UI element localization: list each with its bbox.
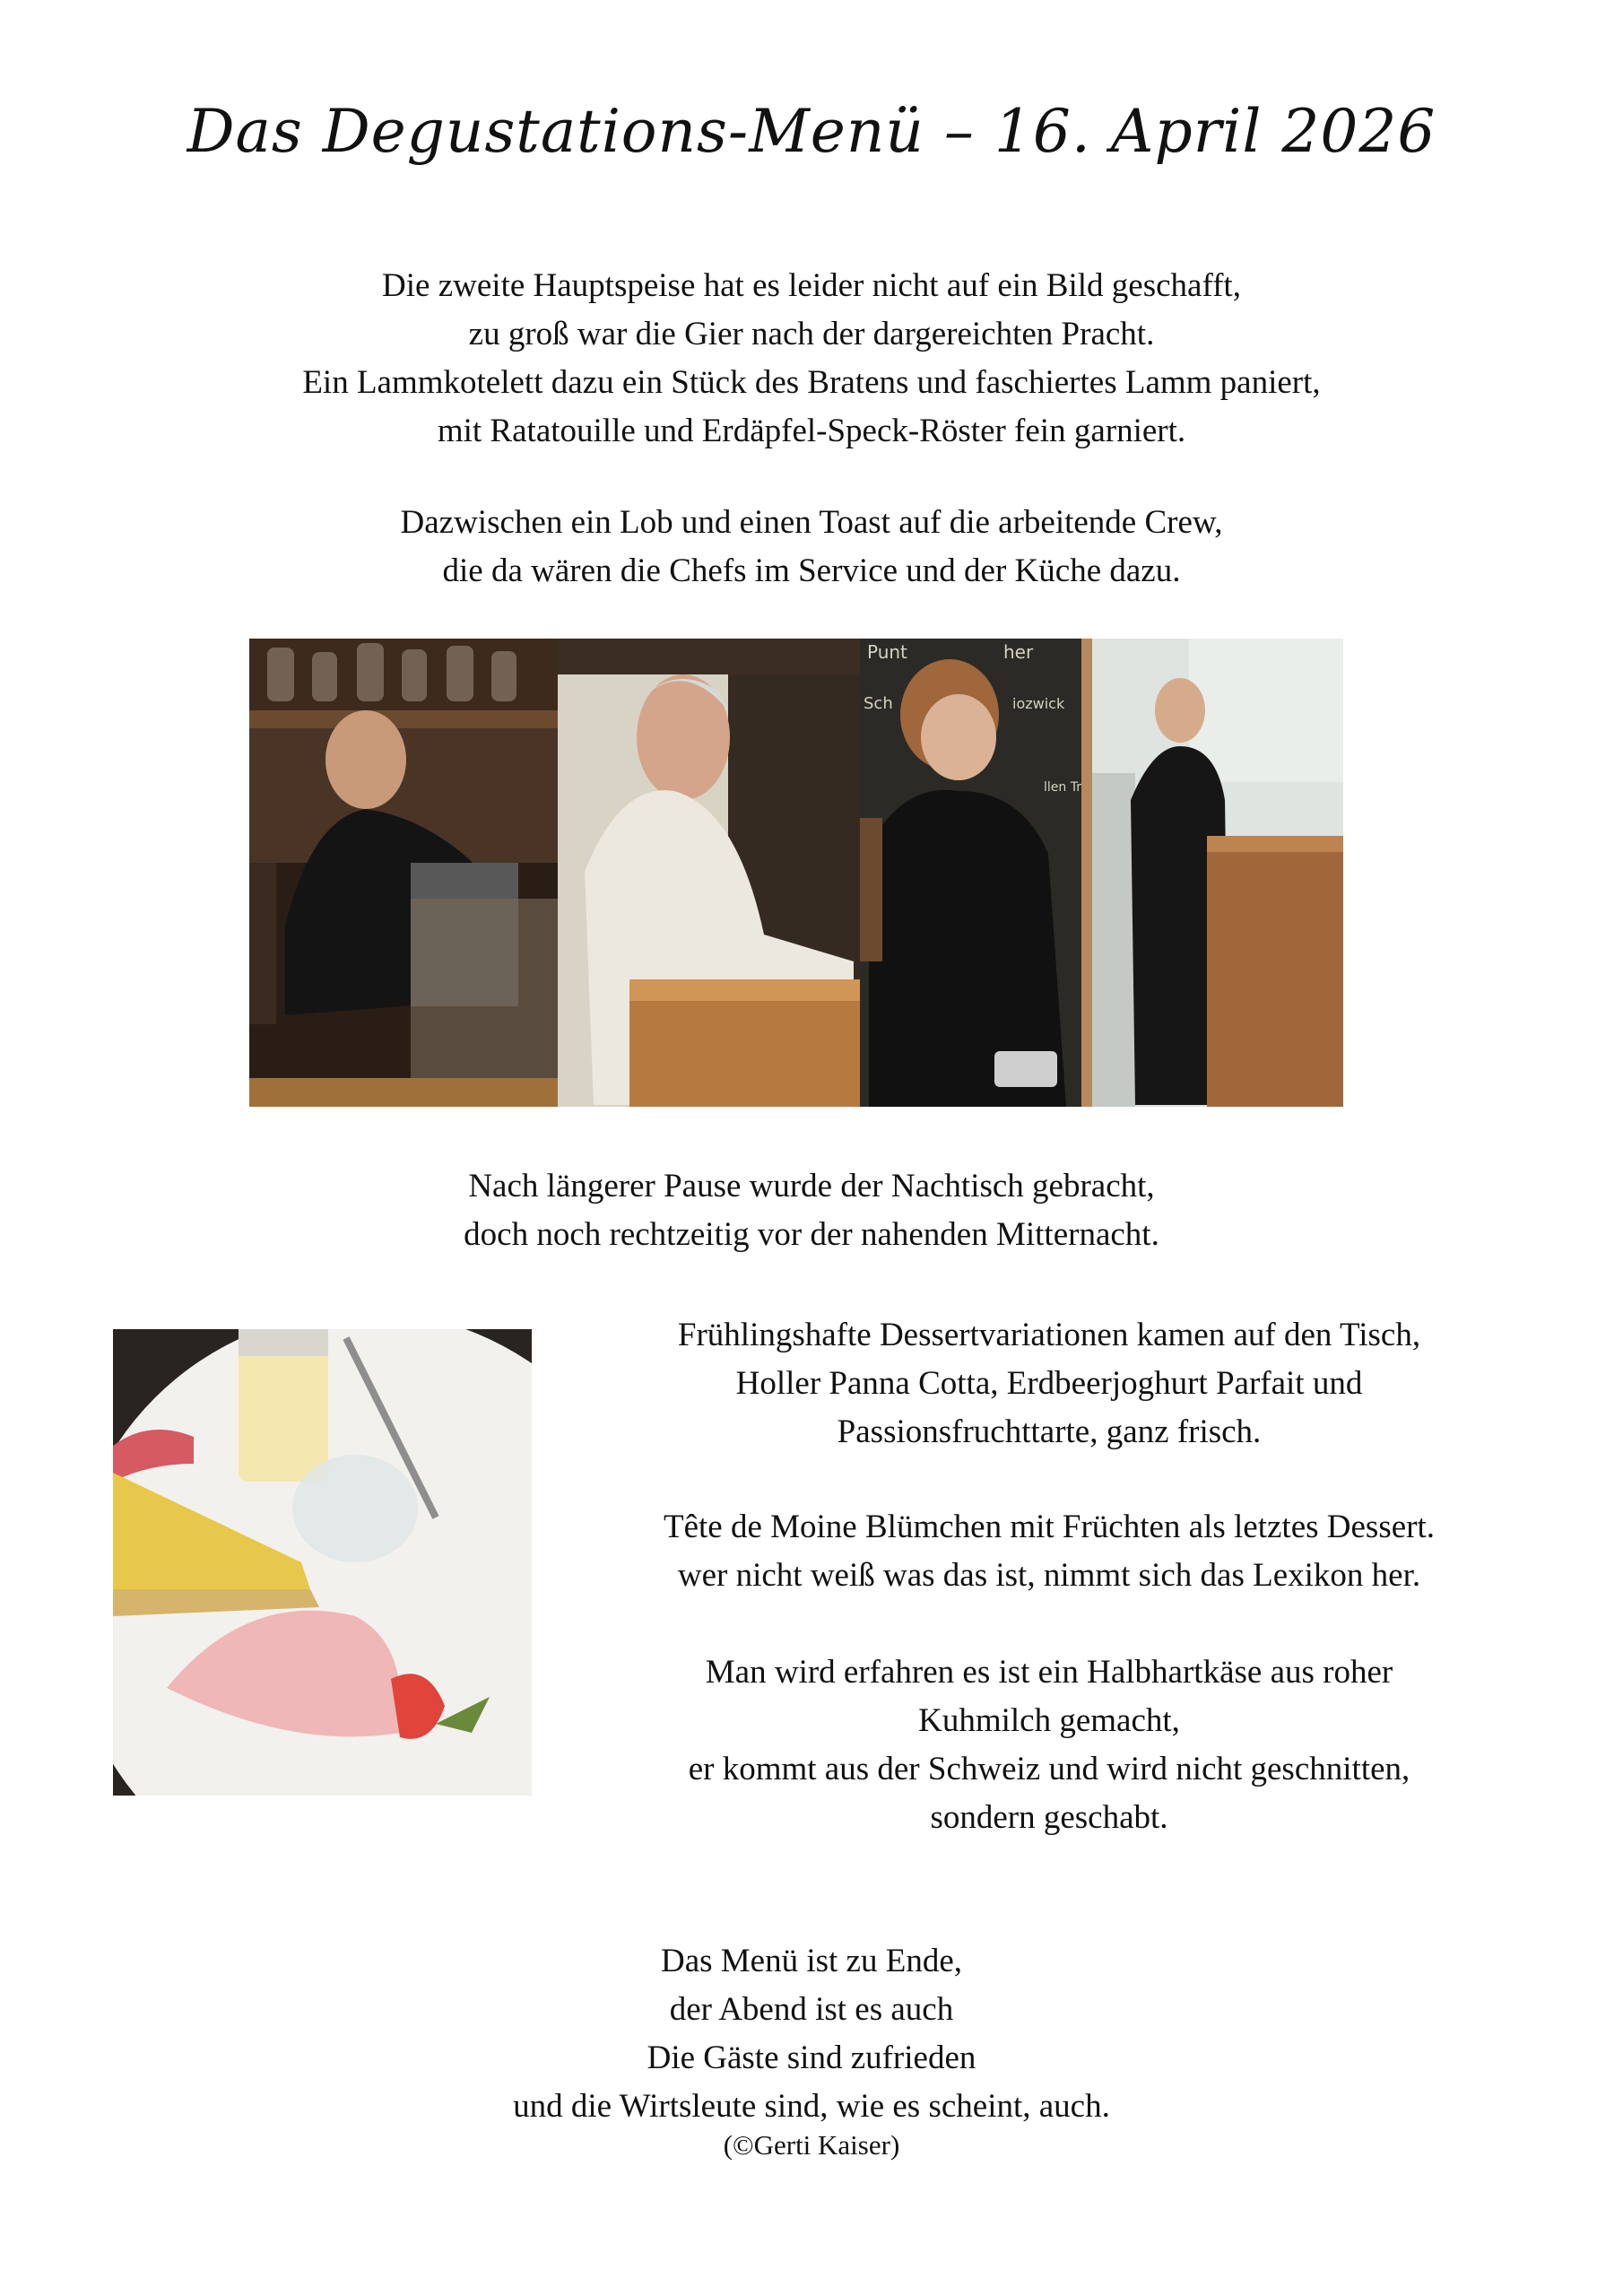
verse-line: wer nicht weiß was das ist, nimmt sich das Lexikon her. (677, 1557, 1421, 1594)
verse-line: er kommt aus der Schweiz und wird nicht geschnitten, (688, 1751, 1410, 1787)
verse-line: zu groß war die Gier nach der dargereichten Pracht. (468, 316, 1155, 352)
stanza-main-course (0, 262, 1623, 456)
photo-dessert-plate (113, 1329, 532, 1796)
copyright-note: (©Gerti Kaiser) (723, 2129, 900, 2161)
stanza-tete-de-moine (547, 1503, 1551, 1600)
verse-line: der Abend ist es auch (669, 1991, 954, 2028)
verse-line: Passionsfruchttarte, ganz frisch. (837, 1413, 1262, 1450)
verse-line: die da wären die Chefs im Service und der Küche dazu. (442, 552, 1181, 589)
chalkboard-text: llen Tr (1044, 780, 1081, 795)
verse-line: Kuhmilch gemacht, (918, 1702, 1180, 1739)
chalkboard-text: her (1003, 641, 1034, 663)
verse-line: Tête de Moine Blümchen mit Früchten als letztes Dessert. (663, 1509, 1435, 1545)
photo-hostess (860, 639, 1081, 1107)
verse-line: Man wird erfahren es ist ein Halbhartkäse aus roher (705, 1654, 1393, 1691)
verse-line: Die zweite Hauptspeise hat es leider nicht auf ein Bild geschafft, (382, 267, 1241, 304)
verse-line: Frühlingshafte Dessertvariationen kamen auf den Tisch, (677, 1317, 1421, 1353)
stanza-dessert-arrival (0, 1162, 1623, 1259)
verse-line: mit Ratatouille und Erdäpfel-Speck-Röster fein garniert. (437, 413, 1186, 449)
verse-line: Das Menü ist zu Ende, (660, 1943, 963, 1979)
verse-line: Dazwischen ein Lob und einen Toast auf die arbeitende Crew, (400, 504, 1223, 541)
photo-chef (558, 639, 860, 1107)
photo-barista (249, 639, 558, 1107)
stanza-closing (0, 1937, 1623, 2131)
verse-line: und die Wirtsleute sind, wie es scheint, auch. (513, 2088, 1110, 2125)
verse-line: Ein Lammkotelett dazu ein Stück des Bratens und faschiertes Lamm paniert, (302, 364, 1321, 401)
stanza-dessert-variations (547, 1311, 1551, 1457)
chalkboard-text: iozwick (1012, 695, 1065, 712)
page-title: Das Degustations-Menü – 16. April 2026 (187, 97, 1436, 166)
stanza-crew-toast (0, 499, 1623, 596)
verse-line: Nach längerer Pause wurde der Nachtisch gebracht, (468, 1168, 1155, 1205)
chalkboard-text: Sch (864, 694, 893, 713)
verse-line: Die Gäste sind zufrieden (647, 2039, 976, 2076)
chalkboard-text: Punt (867, 641, 907, 663)
photo-cook (1081, 639, 1343, 1107)
verse-line: Holler Panna Cotta, Erdbeerjoghurt Parfait und (735, 1365, 1363, 1402)
stanza-cheese-info (547, 1648, 1551, 1842)
verse-line: sondern geschabt. (930, 1799, 1168, 1836)
verse-line: doch noch rechtzeitig vor der nahenden Mitternacht. (464, 1216, 1159, 1253)
